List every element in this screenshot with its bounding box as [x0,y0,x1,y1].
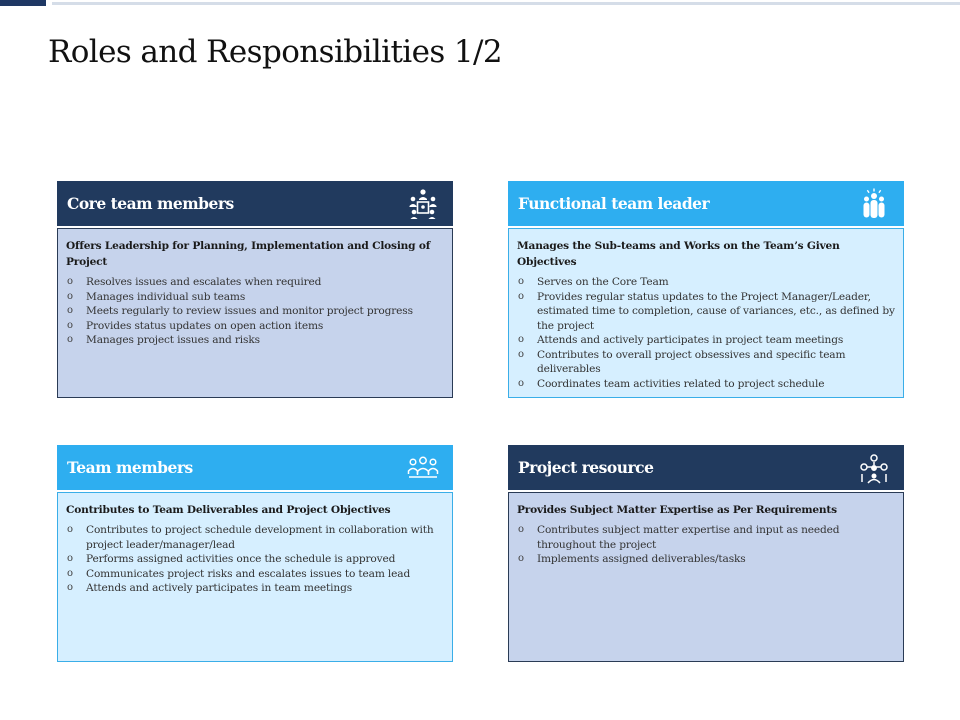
list-item [517,275,895,290]
list-item-text: Coordinates team activities related to project schedule [537,377,825,390]
list-item [66,567,444,582]
list-item [66,523,444,552]
list-item [66,275,444,290]
top-divider-line [52,2,960,5]
bullet-icon: o [67,319,73,331]
list-item [517,333,895,348]
card-lead: Contributes to Team Deliverables and Project Objectives [66,504,391,516]
bullet-icon: o [67,582,73,593]
list-item [66,290,444,305]
list-item [517,377,895,392]
list-item-text: Contributes to project schedule development in collaboration with project leader/manager/lead [86,524,434,551]
card-header [57,445,453,490]
bullet-icon: o [67,553,73,564]
bullet-icon: o [67,524,73,535]
responsibility-list [517,523,895,567]
list-item-text: Communicates project risks and escalates issues to team lead [86,567,411,580]
list-item-text: Contributes subject matter expertise and input as needed throughout the project [537,524,840,551]
card-body [508,492,904,662]
card-body [57,228,453,398]
card-body [57,492,453,662]
list-item-text: Provides status updates on open action items [86,319,324,332]
resource-gears-icon [858,452,890,484]
bullet-icon: o [518,290,524,302]
bullet-icon: o [518,377,524,389]
list-item [66,304,444,319]
card-core-team-members [57,181,453,398]
card-team-members [57,445,453,662]
bullet-icon: o [67,567,73,579]
bullet-icon: o [518,348,524,360]
card-title: Team members [67,458,193,477]
list-item-text: Serves on the Core Team [537,276,669,288]
list-item [517,290,895,334]
list-item [66,581,444,596]
bullet-icon: o [67,305,73,316]
responsibility-list [66,275,444,348]
card-lead: Provides Subject Matter Expertise as Per Requirements [517,504,837,516]
card-title: Functional team leader [518,194,710,213]
card-header [57,181,453,226]
list-item-text: Attends and actively participates in team meetings [86,582,352,594]
card-functional-team-leader [508,181,904,398]
list-item-text: Manages project issues and risks [86,334,260,346]
list-item-text: Implements assigned deliverables/tasks [537,553,746,565]
bullet-icon: o [67,290,73,302]
responsibility-list [66,523,444,596]
card-body [508,228,904,398]
list-item-text: Provides regular status updates to the Project Manager/Leader, estimated time to completion, cause of variances, etc., as defined by the project [537,290,895,332]
list-item-text: Performs assigned activities once the schedule is approved [86,553,396,565]
card-lead: Offers Leadership for Planning, Implementation and Closing of Project [66,240,431,268]
card-title: Project resource [518,458,654,477]
list-item [66,552,444,567]
bullet-icon: o [518,553,524,564]
bullet-icon: o [518,334,524,345]
list-item [66,319,444,334]
group-icon [407,452,439,484]
list-item [517,552,895,567]
card-title: Core team members [67,194,234,213]
bullet-icon: o [518,276,524,287]
list-item-text: Attends and actively participates in project team meetings [537,334,844,346]
team-leader-icon [858,188,890,220]
card-header [508,445,904,490]
card-project-resource [508,445,904,662]
list-item-text: Manages individual sub teams [86,290,246,303]
list-item-text: Resolves issues and escalates when required [86,276,322,288]
card-header [508,181,904,226]
team-meeting-icon [407,188,439,220]
list-item-text: Meets regularly to review issues and monitor project progress [86,305,413,317]
bullet-icon: o [518,524,524,535]
list-item [66,333,444,348]
responsibility-list [517,275,895,391]
bullet-icon: o [67,334,73,345]
page-title: Roles and Responsibilities 1/2 [48,34,503,70]
list-item-text: Contributes to overall project obsessives and specific team deliverables [537,348,846,375]
list-item [517,523,895,552]
bullet-icon: o [67,276,73,287]
top-accent-bar [0,0,46,6]
card-lead: Manages the Sub-teams and Works on the Team’s Given Objectives [517,240,840,268]
list-item [517,348,895,377]
